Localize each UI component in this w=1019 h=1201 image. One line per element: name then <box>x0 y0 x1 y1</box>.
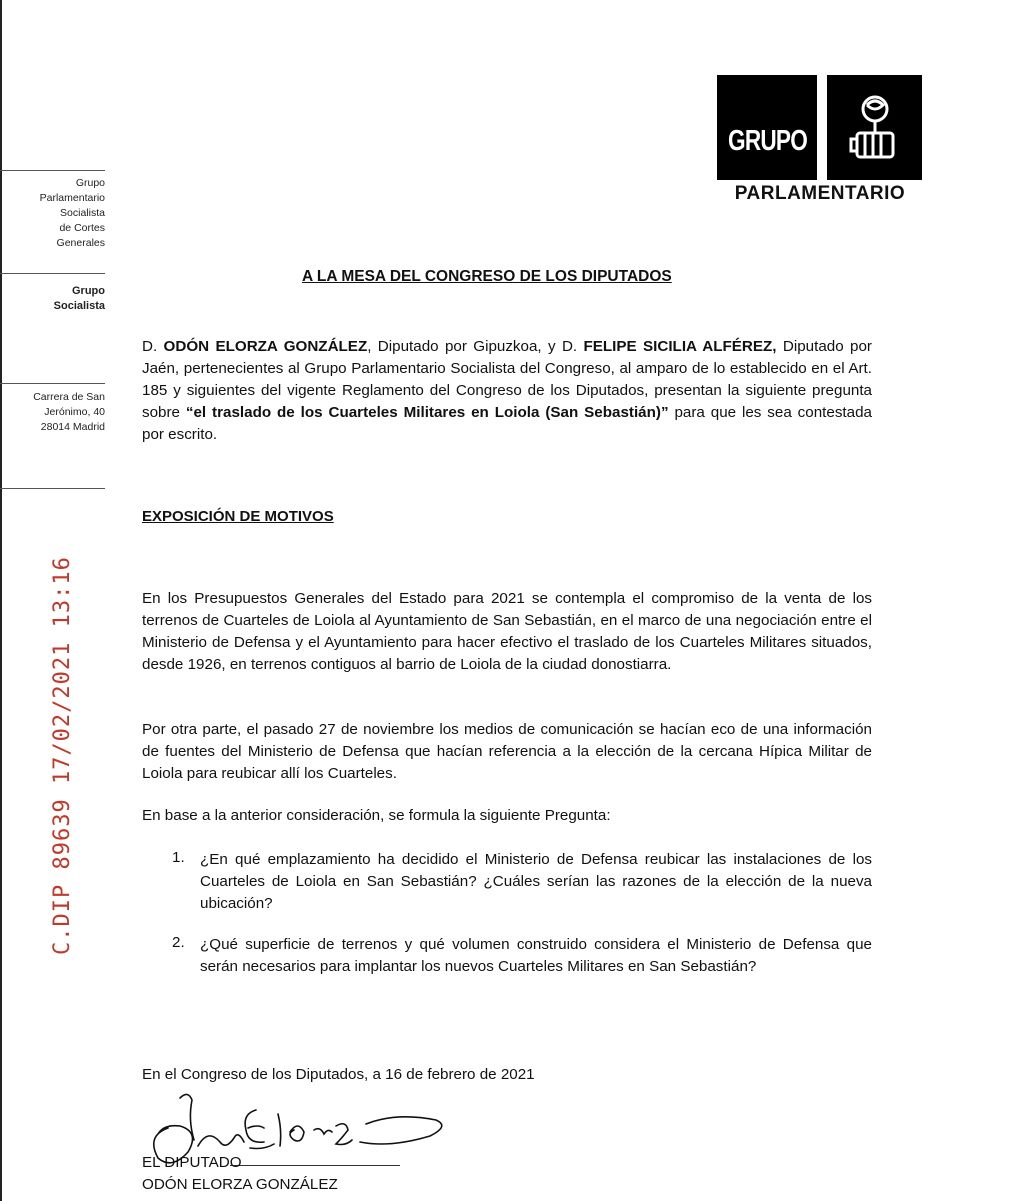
sidebar-divider <box>0 170 105 171</box>
intro-text: para que les sea contestada por escrito. <box>142 404 872 443</box>
signature-role: EL DIPUTADO <box>142 1154 242 1171</box>
sidebar-address-line: Jerónimo, 40 <box>44 406 105 418</box>
sidebar-address-line: Carrera de San <box>33 391 105 403</box>
sidebar-org-line: de Cortes <box>59 222 105 234</box>
intro-text: , Diputado por Gipuzkoa, y D. <box>367 338 584 355</box>
intro-text: D. <box>142 338 164 355</box>
addressee-heading: A LA MESA DEL CONGRESO DE LOS DIPUTADOS <box>302 268 672 285</box>
question-item: ¿Qué superficie de terrenos y qué volumen construido considera el Ministerio de Defensa que serán necesarios para implantar los nuevos Cuarteles Militares en San Sebastián? <box>200 936 872 975</box>
intro-paragraph <box>142 336 872 446</box>
logo-subtitle: PARLAMENTARIO <box>734 183 906 204</box>
deputy-name-1: ODÓN ELORZA GONZÁLEZ <box>163 338 368 355</box>
sidebar-address <box>33 390 105 435</box>
sidebar-org-line: Grupo <box>75 177 105 189</box>
fist-rose-icon <box>827 75 922 180</box>
motive-paragraph: En los Presupuestos Generales del Estado para 2021 se contempla el compromiso de la venta de los terrenos de Cuarteles de Loiola al Ayuntamiento de San Sebastián, en el marco de una negociación entre el Ministerio de Defensa y el Ayuntamiento para hacer efectivo el traslado de los Cuarteles Militares situados, desde 1926, en terrenos contiguos al barrio de Loiola de la ciudad donostiarra. <box>142 590 872 673</box>
sidebar-org-line: Socialista <box>60 207 105 219</box>
question-subject: “el traslado de los Cuarteles Militares en Loiola (San Sebastián)” <box>185 404 669 421</box>
motive-paragraph: Por otra parte, el pasado 27 de noviembre los medios de comunicación se hacían eco de una información de fuentes del Ministerio de Defensa que hacían referencia a la elección de la cercana Hípica Militar de Loiola para reubicar allí los Cuarteles. <box>142 721 872 782</box>
sidebar-org <box>40 176 105 251</box>
logo-word: GRUPO <box>728 125 808 157</box>
section-title: EXPOSICIÓN DE MOTIVOS <box>142 508 334 525</box>
sidebar-address-line: 28014 Madrid <box>40 421 105 433</box>
page-edge <box>0 0 2 1201</box>
sidebar-group-line: Socialista <box>53 300 105 312</box>
question-intro: En base a la anterior consideración, se formula la siguiente Pregunta: <box>142 807 611 824</box>
registry-stamp: C.DIP 89639 17/02/2021 13:16 <box>50 556 75 955</box>
signature-name: ODÓN ELORZA GONZÁLEZ <box>142 1176 338 1193</box>
closing-line: En el Congreso de los Diputados, a 16 de febrero de 2021 <box>142 1066 535 1083</box>
question-number: 2. <box>172 934 185 951</box>
question-item: ¿En qué emplazamiento ha decidido el Ministerio de Defensa reubicar las instalaciones de los Cuarteles de Loiola en San Sebastián? ¿Cuáles serían las razones de la elección de la nueva ubicación? <box>200 851 872 912</box>
signature-line <box>230 1165 400 1166</box>
sidebar-org-line: Parlamentario <box>39 192 105 204</box>
intro-text: Diputado por Jaén, pertenecientes al Grupo Parlamentario Socialista del Congreso, al amparo de lo establecido en el Art. 185 y siguientes del vigente Reglamento del Congreso de los Diputados, presentan la siguiente pregunta sobre <box>142 338 872 421</box>
sidebar-group <box>54 284 105 314</box>
sidebar-divider <box>0 383 105 384</box>
deputy-name-2: FELIPE SICILIA ALFÉREZ, <box>583 338 777 355</box>
question-number: 1. <box>172 849 185 866</box>
sidebar-org-line: Generales <box>56 237 105 249</box>
sidebar-group-line: Grupo <box>72 285 105 297</box>
sidebar-divider <box>0 273 105 274</box>
sidebar-divider <box>0 488 105 489</box>
